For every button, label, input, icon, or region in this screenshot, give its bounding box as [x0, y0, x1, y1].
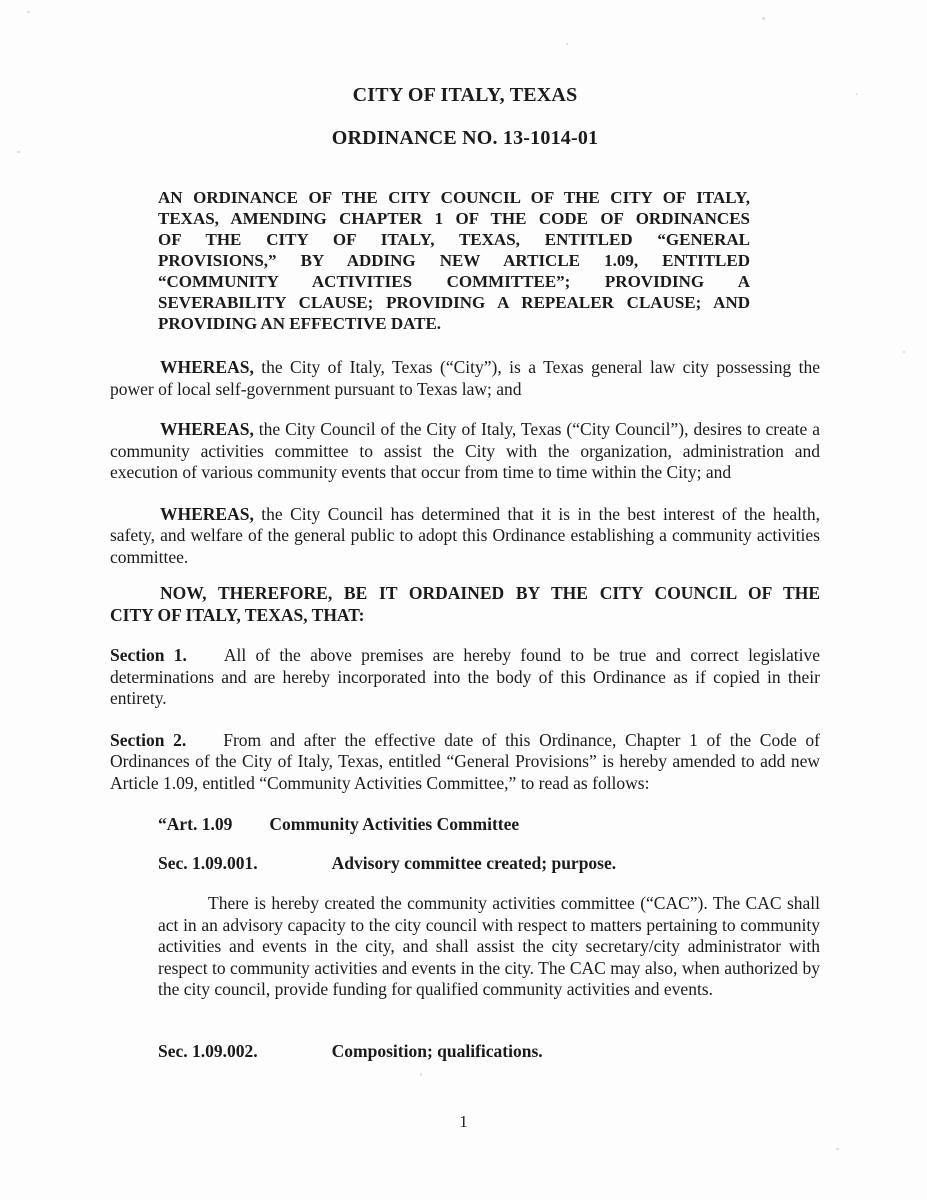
- whereas-clause-3: [110, 504, 820, 569]
- whereas-label: WHEREAS,: [160, 419, 254, 439]
- sec-1-09-002-heading: [158, 1041, 820, 1063]
- caption-line: PROVISIONS,” BY ADDING NEW ARTICLE 1.09, ENTITLED: [158, 251, 750, 270]
- whereas-label: WHEREAS,: [160, 503, 254, 524]
- section-2-text: From and after the effective date of this Ordinance, Chapter 1 of the Code of Ordinances of the City of Italy, Texas, entitled “General Provisions” is hereby amended to add new Article 1.09, entitled “Community Activities Committee,” to read as follows:: [110, 729, 820, 793]
- enactment-line: NOW, THEREFORE, BE IT ORDAINED BY THE CITY COUNCIL OF THE: [160, 583, 820, 603]
- scan-speck: [762, 17, 765, 20]
- whereas-text: the City Council of the City of Italy, Texas (“City Council”), desires to create a community activities committee to assist the City with the organization, administration and execution of various community events that occur from time to time within the City; and: [110, 419, 820, 482]
- sec-1-09-001-title: Advisory committee created; purpose.: [331, 852, 617, 873]
- scan-speck: [27, 11, 30, 13]
- caption-line: PROVIDING AN EFFECTIVE DATE.: [158, 314, 442, 333]
- scan-speck: [420, 1073, 422, 1076]
- sec-1-09-001-heading: [158, 853, 820, 875]
- whereas-clause-1: [110, 357, 820, 400]
- scan-speck: [17, 151, 20, 153]
- page-number: 1: [459, 1112, 468, 1131]
- caption-line: SEVERABILITY CLAUSE; PROVIDING A REPEALER CLAUSE; AND: [158, 293, 750, 312]
- sec-1-09-002-title: Composition; qualifications.: [331, 1040, 543, 1061]
- section-1: [110, 645, 820, 710]
- article-label: “Art. 1.09: [158, 814, 233, 834]
- whereas-clause-2: [110, 419, 820, 484]
- section-2: [110, 730, 820, 795]
- scan-speck: [566, 43, 568, 45]
- article-title: Community Activities Committee: [269, 814, 520, 834]
- sec-1-09-001-body: There is hereby created the community activities committee (“CAC”). The CAC shall act in an advisory capacity to the city council with respect to matters pertaining to community activities and events in the city, and shall assist the city secretary/city administrator with respect to community activities and events in the city. The CAC may also, when authorized by the city council, provide funding for qualified community activities and events.: [158, 893, 820, 999]
- whereas-text: the City of Italy, Texas (“City”), is a Texas general law city possessing the power of local self-government pursuant to Texas law; and: [110, 357, 820, 399]
- caption-line: OF THE CITY OF ITALY, TEXAS, ENTITLED “GENERAL: [158, 230, 750, 249]
- caption-line: AN ORDINANCE OF THE CITY COUNCIL OF THE CITY OF ITALY,: [158, 188, 750, 207]
- sec-1-09-001-label: Sec. 1.09.001.: [158, 852, 258, 873]
- document-title: CITY OF ITALY, TEXAS: [352, 84, 578, 106]
- article-heading: [158, 814, 820, 836]
- scan-speck: [836, 1148, 839, 1150]
- caption-line: “COMMUNITY ACTIVITIES COMMITTEE”; PROVIDING A: [158, 272, 750, 291]
- whereas-label: WHEREAS,: [160, 357, 254, 377]
- section-2-label: Section 2.: [110, 729, 187, 750]
- document-content: [110, 85, 820, 1062]
- sec-1-09-002-label: Sec. 1.09.002.: [158, 1040, 258, 1061]
- enactment-clause: [110, 583, 820, 626]
- section-1-label: Section 1.: [110, 645, 187, 665]
- caption-line: TEXAS, AMENDING CHAPTER 1 OF THE CODE OF ORDINANCES: [158, 209, 750, 228]
- whereas-text: the City Council has determined that it is in the best interest of the health, safety, and welfare of the general public to adopt this Ordinance establishing a community activities committee.: [110, 503, 820, 567]
- scan-speck: [903, 351, 905, 353]
- enactment-line: CITY OF ITALY, TEXAS, THAT:: [110, 604, 365, 625]
- scan-speck: [856, 93, 858, 95]
- section-1-text: All of the above premises are hereby found to be true and correct legislative determinations and are hereby incorporated into the body of this Ordinance as if copied in their entirety.: [110, 645, 820, 708]
- ordinance-caption: [158, 187, 750, 334]
- ordinance-number: ORDINANCE NO. 13-1014-01: [331, 127, 599, 149]
